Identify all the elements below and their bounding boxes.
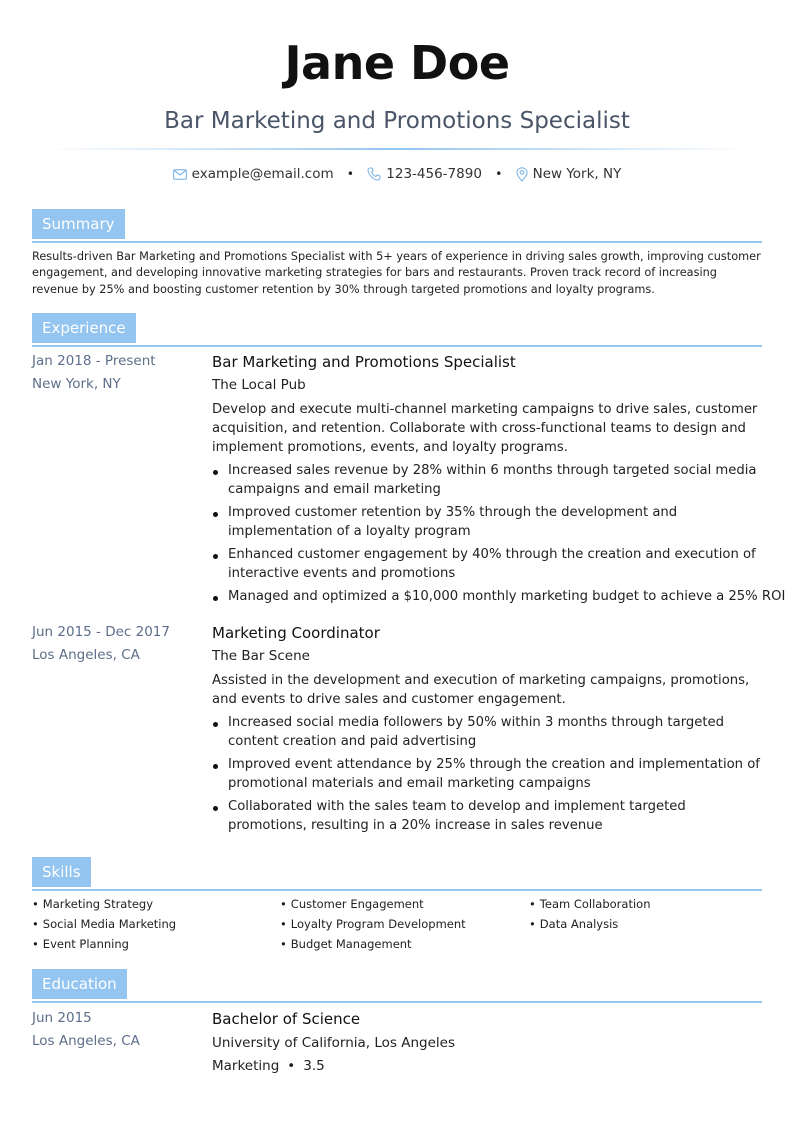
candidate-title: Bar Marketing and Promotions Specialist [164, 108, 630, 134]
skills-column [280, 897, 466, 957]
contact-location [516, 166, 622, 182]
education-location: Los Angeles, CA [32, 1033, 140, 1049]
contact-line [0, 166, 794, 182]
skill-item: • Social Media Marketing [32, 917, 177, 931]
skill-item: • Loyalty Program Development [280, 917, 466, 931]
skill-item: • Team Collaboration [529, 897, 651, 911]
job-title: Bar Marketing and Promotions Specialist [212, 353, 516, 371]
skill-item: • Budget Management [280, 937, 412, 951]
contact-email[interactable] [173, 166, 334, 182]
achievement-item: Increased sales revenue by 28% within 6 months through targeted social media campaigns and email marketing [212, 461, 764, 499]
title-divider [44, 148, 750, 150]
field-and-gpa [212, 1058, 764, 1074]
separator: • [287, 1058, 296, 1074]
experience-section-header [32, 313, 762, 347]
skills-column [529, 897, 651, 937]
achievement-item: Enhanced customer engagement by 40% through the creation and execution of interactive events and promotions [212, 545, 764, 583]
mail-icon [173, 169, 187, 180]
summary-heading: Summary [32, 209, 125, 239]
job-dates: Jun 2015 - Dec 2017 [32, 624, 170, 640]
skills-section-header [32, 857, 762, 891]
job-location: New York, NY [32, 376, 121, 392]
contact-separator: • [495, 167, 503, 181]
job-details [212, 624, 764, 839]
job-description: Assisted in the development and execution of marketing campaigns, promotions, and events to drive sales and customer engagement. [212, 673, 750, 707]
achievement-item: Increased social media followers by 50% within 3 months through targeted content creation and paid advertising [212, 713, 764, 751]
skill-item: • Data Analysis [529, 917, 619, 931]
job-dates: Jan 2018 - Present [32, 353, 156, 369]
job-meta [32, 624, 202, 670]
summary-section-header [32, 209, 762, 243]
education-meta [32, 1010, 202, 1056]
phone-icon [367, 167, 381, 181]
email-text: example@email.com [191, 166, 334, 182]
phone-text: 123-456-7890 [386, 166, 482, 182]
achievement-item: Improved customer retention by 35% through the development and implementation of a loyalty program [212, 503, 764, 541]
skill-item: • Customer Engagement [280, 897, 424, 911]
job-title: Marketing Coordinator [212, 624, 380, 642]
job-meta [32, 353, 202, 399]
achievement-item: Collaborated with the sales team to develop and implement targeted promotions, resulting in a 20% increase in sales revenue [212, 797, 764, 835]
field-of-study: Marketing [212, 1058, 280, 1074]
job-achievements [212, 713, 764, 835]
school: University of California, Los Angeles [212, 1035, 456, 1051]
job-achievements [212, 461, 786, 606]
job-company: The Bar Scene [212, 648, 310, 664]
experience-heading: Experience [32, 313, 136, 343]
job-details [212, 353, 786, 610]
degree: Bachelor of Science [212, 1010, 361, 1028]
education-heading: Education [32, 969, 127, 999]
skill-item: • Event Planning [32, 937, 129, 951]
job-description: Develop and execute multi-channel marketing campaigns to drive sales, customer acquisition, and retention. Collaborate with cross-functional teams to design and implement promotions, events, and loyalty programs. [212, 402, 758, 455]
candidate-name: Jane Doe [284, 36, 510, 90]
location-text: New York, NY [532, 166, 622, 182]
skills-column [32, 897, 176, 957]
contact-phone[interactable] [367, 166, 482, 182]
contact-separator: • [346, 167, 354, 181]
gpa: 3.5 [303, 1058, 325, 1074]
education-details [212, 1010, 764, 1074]
skills-heading: Skills [32, 857, 91, 887]
location-pin-icon [516, 167, 528, 182]
education-section-header [32, 969, 762, 1003]
education-date: Jun 2015 [32, 1010, 92, 1026]
job-location: Los Angeles, CA [32, 647, 140, 663]
summary-text: Results-driven Bar Marketing and Promotions Specialist with 5+ years of experience in driving sales growth, improving customer engagement, and developing innovative marketing strategies for bars and restaurants. Proven track record of increasing revenue by 25% and boosting customer retention by 30% through targeted promotions and loyalty programs. [32, 250, 761, 296]
job-company: The Local Pub [212, 377, 306, 393]
achievement-item: Improved event attendance by 25% through the creation and implementation of promotional materials and email marketing campaigns [212, 755, 764, 793]
skill-item: • Marketing Strategy [32, 897, 154, 911]
achievement-item: Managed and optimized a $10,000 monthly marketing budget to achieve a 25% ROI [212, 587, 764, 606]
